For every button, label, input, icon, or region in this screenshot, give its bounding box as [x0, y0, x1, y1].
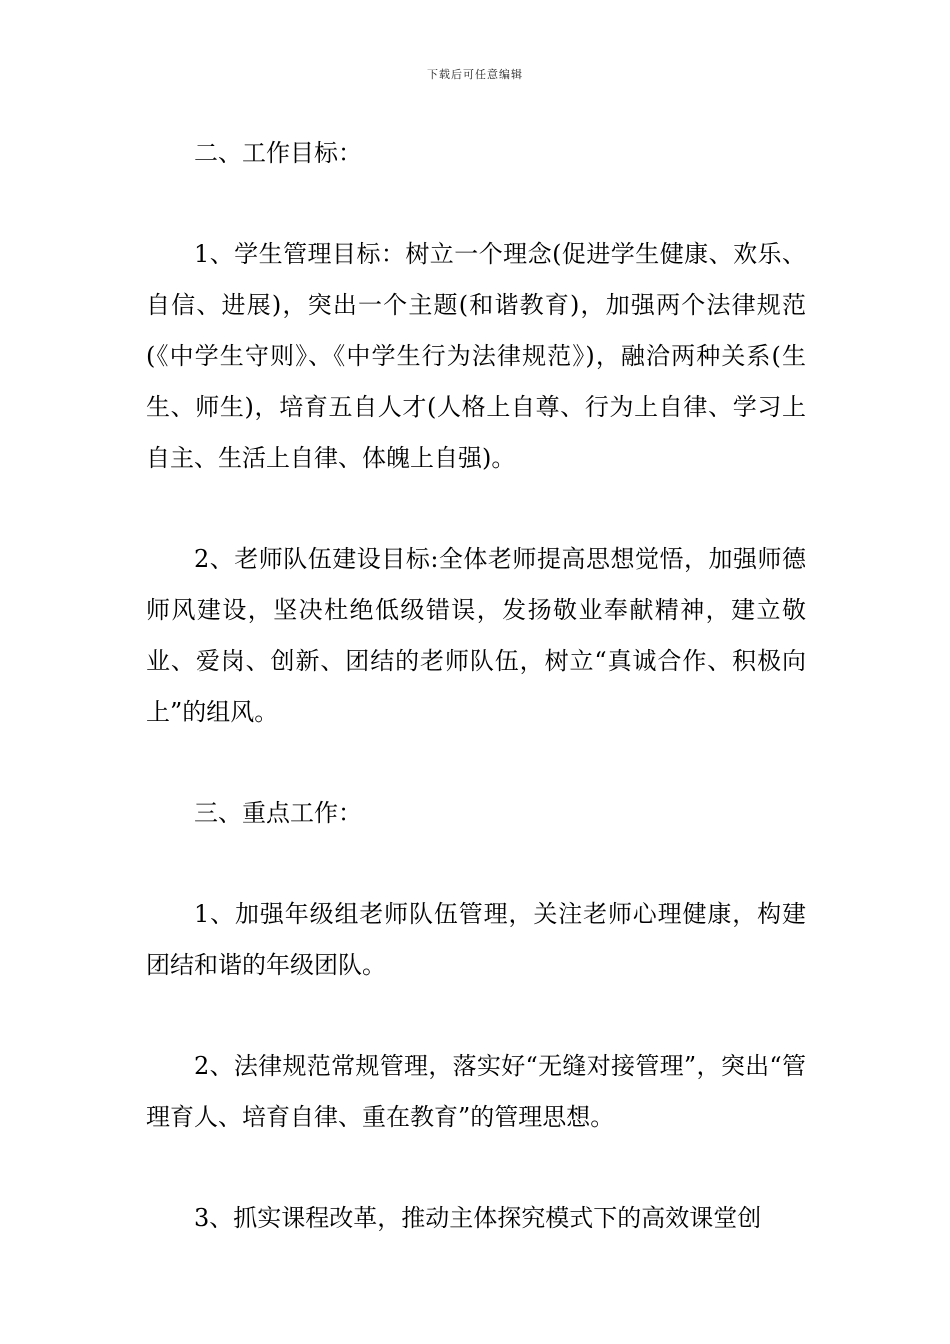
paragraph-teacher-team-goal: 2、老师队伍建设目标:全体老师提高思想觉悟，加强师德师风建设，坚决杜绝低级错误，发扬敬业奉献精神，建立敬业、爱岗、创新、团结的老师队伍，树立“真诚合作、积极向上”的组风。 [146, 545, 806, 726]
document-body [146, 128, 806, 1244]
paragraph-gap [146, 1143, 806, 1193]
paragraph-key-work-1: 1、加强年级组老师队伍管理，关注老师心理健康，构建团结和谐的年级团队。 [146, 900, 806, 979]
page-header-note: 下载后可任意编辑 [427, 68, 523, 81]
section-heading-key-work: 三、重点工作： [194, 799, 362, 827]
section-heading-goals: 二、工作目标： [194, 139, 362, 167]
paragraph-gap [146, 738, 806, 788]
paragraph-student-management-goal: 1、学生管理目标：树立一个理念(促进学生健康、欢乐、自信、进展)，突出一个主题(和谐教育)，加强两个法律规范(《中学生守则》、《中学生行为法律规范》)，融洽两种关系(生生、师生)，培育五自人才(人格上自尊、行为上自律、学习上自主、生活上自律、体魄上自强)。 [146, 240, 806, 472]
paragraph-gap [146, 484, 806, 534]
paragraph-gap [146, 991, 806, 1041]
paragraph-gap [146, 839, 806, 889]
paragraph-gap [146, 179, 806, 229]
paragraph-key-work-2: 2、法律规范常规管理，落实好“无缝对接管理”，突出“管理育人、培育自律、重在教育”的管理思想。 [146, 1052, 806, 1131]
paragraph-key-work-3: 3、抓实课程改革，推动主体探究模式下的高效课堂创 [194, 1204, 762, 1232]
